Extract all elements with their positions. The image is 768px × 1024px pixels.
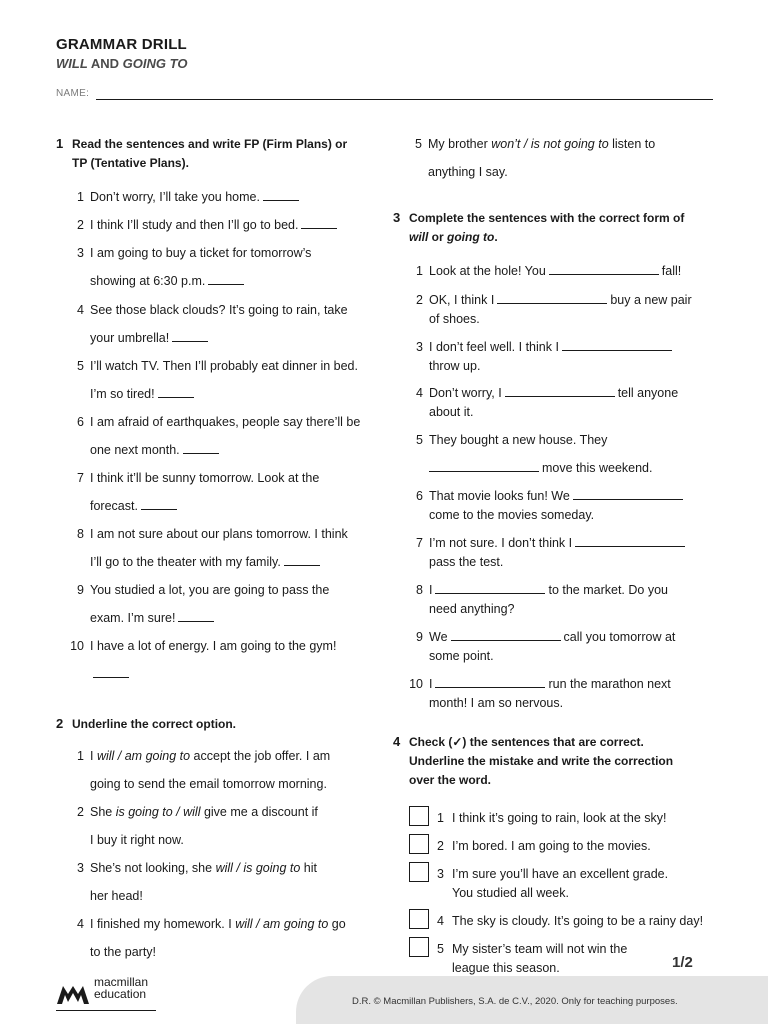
- item-text: go: [328, 917, 346, 931]
- item-text-line1: [428, 130, 655, 158]
- item-number: 8: [416, 583, 423, 597]
- section-4-item: [432, 865, 732, 905]
- section-1-item: [70, 464, 390, 520]
- answer-blank[interactable]: [158, 396, 194, 398]
- section-4-number: 4: [393, 734, 401, 749]
- section-2-number: 2: [56, 716, 64, 731]
- item-text: exam. I’m sure!: [90, 611, 176, 625]
- item-number: 2: [77, 218, 84, 232]
- section-3-item: [409, 384, 729, 424]
- answer-blank[interactable]: [208, 283, 244, 285]
- item-text: pass the test.: [429, 555, 504, 569]
- item-text-line2: [90, 770, 327, 798]
- section-2-item: [70, 854, 390, 910]
- item-text: of shoes.: [429, 312, 480, 326]
- item-text-line2: [90, 604, 217, 632]
- item-text: My sister’s team will not win the: [452, 942, 628, 956]
- item-number: 1: [77, 749, 84, 763]
- subtitle-and: AND: [87, 56, 123, 71]
- section-3-instruction-line1: Complete the sentences with the correct form of: [409, 211, 685, 225]
- answer-blank[interactable]: [505, 395, 615, 397]
- item-text: Look at the hole! You: [429, 264, 546, 278]
- item-number: 10: [409, 677, 423, 691]
- section-3-item: [409, 338, 729, 378]
- item-text-line2: [90, 660, 132, 688]
- s3-going-to: going to: [447, 230, 495, 244]
- item-text: showing at 6:30 p.m.: [90, 274, 206, 288]
- item-text: I have a lot of energy. I am going to the gym!: [90, 639, 337, 653]
- section-3-item: [409, 675, 729, 715]
- section-1-number: 1: [56, 136, 64, 151]
- item-text: some point.: [429, 649, 494, 663]
- item-number: 4: [77, 303, 84, 317]
- item-text: to the party!: [90, 945, 157, 959]
- item-number: 7: [416, 536, 423, 550]
- item-text: My brother: [428, 137, 492, 151]
- section-3-item: [409, 431, 729, 475]
- item-text: I think it’s going to rain, look at the sky!: [452, 811, 667, 825]
- item-text: accept the job offer. I am: [190, 749, 331, 763]
- section-4-instruction-line3: over the word.: [409, 773, 492, 787]
- item-text-line1: [429, 628, 675, 647]
- item-text: your umbrella!: [90, 331, 170, 345]
- item-text-line2: [429, 459, 652, 478]
- section-2-item: [70, 910, 390, 966]
- name-line[interactable]: [96, 99, 713, 100]
- section-4-instruction: [409, 733, 673, 790]
- item-text: I’ll watch TV. Then I’ll probably eat dinner in bed.: [90, 359, 358, 373]
- answer-blank[interactable]: [497, 302, 607, 304]
- item-text-line1: [90, 798, 318, 826]
- section-1-item: [70, 296, 390, 352]
- item-text-line1: [452, 940, 627, 959]
- s3-or: or: [428, 230, 448, 244]
- item-text-line2: [452, 884, 569, 903]
- item-text-line1: [90, 632, 336, 660]
- item-text: I am not sure about our plans tomorrow. I think: [90, 527, 348, 541]
- item-number: 4: [437, 914, 444, 928]
- item-text: They bought a new house. They: [429, 433, 608, 447]
- item-text: You studied all week.: [452, 886, 569, 900]
- item-text: need anything?: [429, 602, 515, 616]
- item-text: to the market. Do you: [548, 583, 668, 597]
- checkbox[interactable]: [409, 909, 429, 929]
- answer-blank[interactable]: [435, 592, 545, 594]
- subtitle-going-to: GOING TO: [122, 56, 188, 71]
- item-number: 8: [77, 527, 84, 541]
- item-number: 4: [416, 386, 423, 400]
- item-text: forecast.: [90, 499, 138, 513]
- section-3-instruction-line2: [409, 228, 684, 247]
- item-number: 2: [416, 293, 423, 307]
- item-text-line1: [429, 262, 681, 281]
- item-number: 5: [437, 942, 444, 956]
- answer-blank[interactable]: [93, 676, 129, 678]
- item-text: We: [429, 630, 448, 644]
- section-3-item: [409, 534, 729, 574]
- option-choice[interactable]: will / am going to: [96, 749, 191, 763]
- name-field[interactable]: [56, 87, 713, 101]
- item-text: That movie looks fun! We: [429, 489, 570, 503]
- item-text-line2: [429, 647, 494, 666]
- subtitle-will: WILL: [56, 56, 88, 71]
- item-text-line2: [90, 826, 184, 854]
- item-text: You studied a lot, you are going to pass the: [90, 583, 330, 597]
- section-1-item: [70, 632, 390, 688]
- item-text: I’m so tired!: [90, 387, 155, 401]
- item-text: I: [429, 583, 433, 597]
- section-2-item: [70, 798, 390, 854]
- check-mark-icon: ✓: [452, 735, 463, 749]
- item-number: 5: [416, 433, 423, 447]
- section-1-instruction-line2: TP (Tentative Plans).: [72, 156, 189, 170]
- item-text: I: [90, 749, 97, 763]
- logo-underline: [56, 1010, 156, 1011]
- item-text-line1: [90, 352, 358, 380]
- section-1-instruction: [72, 135, 347, 173]
- item-text-line1: [90, 408, 360, 436]
- item-text: I’m bored. I am going to the movies.: [452, 839, 651, 853]
- logo-line1: macmillan: [94, 975, 149, 989]
- item-number: 1: [77, 190, 84, 204]
- section-3-item: [409, 487, 729, 527]
- answer-blank[interactable]: [451, 639, 561, 641]
- item-text: She’s not looking, she: [90, 861, 216, 875]
- section-1-item: [70, 408, 390, 464]
- section-3-number: 3: [393, 210, 401, 225]
- item-text-line1: [90, 742, 330, 770]
- item-text: call you tomorrow at: [563, 630, 676, 644]
- item-number: 9: [77, 583, 84, 597]
- section-3-item: [409, 628, 729, 668]
- s3-will: will: [409, 230, 429, 244]
- item-text-line2: [90, 938, 156, 966]
- section-3-item: [409, 581, 729, 621]
- item-text: I think it’ll be sunny tomorrow. Look at the: [90, 471, 320, 485]
- item-number: 6: [77, 415, 84, 429]
- section-1-item: [70, 352, 390, 408]
- answer-blank[interactable]: [435, 686, 545, 688]
- item-text-line2: [90, 267, 247, 295]
- item-number: 5: [415, 137, 422, 151]
- item-text-line1: [429, 384, 678, 403]
- item-text: hit: [300, 861, 318, 875]
- item-text-line1: [90, 464, 319, 492]
- item-text-line1: [452, 865, 668, 884]
- item-text-line2: [428, 158, 508, 186]
- item-text: I think I’ll study and then I’ll go to bed.: [90, 218, 299, 232]
- checkbox[interactable]: [409, 806, 429, 826]
- item-text: I finished my homework. I: [90, 917, 236, 931]
- item-text: come to the movies someday.: [429, 508, 595, 522]
- item-text-line2: [90, 492, 180, 520]
- checkbox[interactable]: [409, 862, 429, 882]
- section-2-item: [70, 742, 390, 798]
- item-text-line2: [90, 324, 211, 352]
- item-text-line1: [452, 837, 651, 856]
- item-text: about it.: [429, 405, 474, 419]
- macmillan-logo: [56, 976, 166, 1010]
- answer-blank[interactable]: [284, 564, 320, 566]
- answer-blank[interactable]: [172, 340, 208, 342]
- item-number: 10: [70, 639, 84, 653]
- item-text: tell anyone: [617, 386, 679, 400]
- item-number: 9: [416, 630, 423, 644]
- item-text-line2: [429, 600, 515, 619]
- item-text: I’ll go to the theater with my family.: [90, 555, 281, 569]
- answer-blank[interactable]: [573, 498, 683, 500]
- answer-blank[interactable]: [178, 620, 214, 622]
- logo-line2: education: [94, 987, 147, 1001]
- answer-blank[interactable]: [141, 508, 177, 510]
- item-text: going to send the email tomorrow morning.: [90, 777, 327, 791]
- item-text-line1: [452, 912, 703, 931]
- item-text: Don’t worry, I: [429, 386, 502, 400]
- item-number: 7: [77, 471, 84, 485]
- item-text: move this weekend.: [542, 461, 653, 475]
- item-number: 3: [77, 246, 84, 260]
- item-number: 1: [416, 264, 423, 278]
- item-text: anything I say.: [428, 165, 508, 179]
- macmillan-logo-icon: [56, 980, 90, 1006]
- item-text: The sky is cloudy. It’s going to be a rainy day!: [452, 914, 704, 928]
- item-text-line1: [429, 534, 688, 553]
- checkbox[interactable]: [409, 834, 429, 854]
- section-2-item: [408, 130, 728, 186]
- item-text-line1: [90, 183, 302, 211]
- item-text-line2: [90, 380, 197, 408]
- item-text-line2: [429, 403, 473, 422]
- item-text-line1: [429, 581, 668, 600]
- item-text-line1: [429, 675, 671, 694]
- answer-blank[interactable]: [301, 227, 337, 229]
- item-number: 3: [437, 867, 444, 881]
- item-text: She: [90, 805, 116, 819]
- answer-blank[interactable]: [562, 349, 672, 351]
- item-text: OK, I think I: [429, 293, 495, 307]
- item-text: Don’t worry, I’ll take you home.: [90, 190, 260, 204]
- item-text: I buy it right now.: [90, 833, 184, 847]
- item-text: I’m sure you’ll have an excellent grade.: [452, 867, 669, 881]
- item-text-line1: [429, 338, 675, 357]
- s4-check-a: Check (: [409, 735, 453, 749]
- name-label: NAME:: [56, 88, 90, 99]
- answer-blank[interactable]: [183, 452, 219, 454]
- item-text-line2: [429, 506, 594, 525]
- section-3-instruction: [409, 209, 684, 247]
- item-text-line2: [429, 357, 480, 376]
- item-text: month! I am so nervous.: [429, 696, 564, 710]
- s4-check-b: ) the sentences that are correct.: [462, 735, 644, 749]
- worksheet-title: GRAMMAR DRILL: [56, 36, 187, 53]
- item-text-line2: [90, 882, 143, 910]
- item-number: 5: [77, 359, 84, 373]
- item-number: 1: [437, 811, 444, 825]
- option-choice[interactable]: will / is going to: [215, 861, 301, 875]
- item-text: listen to: [608, 137, 656, 151]
- item-text: See those black clouds? It’s going to rain, take: [90, 303, 348, 317]
- copyright-text: D.R. © Macmillan Publishers, S.A. de C.V., 2020. Only for teaching purposes.: [352, 996, 678, 1007]
- answer-blank[interactable]: [263, 199, 299, 201]
- item-text-line1: [90, 576, 329, 604]
- item-number: 2: [437, 839, 444, 853]
- section-4-instruction-line2: Underline the mistake and write the correction: [409, 754, 674, 768]
- section-1-item: [70, 239, 390, 295]
- section-4-instruction-line1: [409, 733, 673, 752]
- item-text: I: [429, 677, 433, 691]
- item-number: 6: [416, 489, 423, 503]
- answer-blank[interactable]: [549, 273, 659, 275]
- item-text-line1: [429, 431, 607, 450]
- section-1-item: [70, 576, 390, 632]
- item-text-line1: [452, 809, 666, 828]
- item-text: league this season.: [452, 961, 560, 975]
- item-text-line2: [90, 548, 323, 576]
- item-text-line1: [90, 520, 348, 548]
- item-number: 3: [416, 340, 423, 354]
- item-text: throw up.: [429, 359, 481, 373]
- item-text-line2: [429, 694, 563, 713]
- item-text: I don’t feel well. I think I: [429, 340, 559, 354]
- item-text: one next month.: [90, 443, 180, 457]
- item-text: I am afraid of earthquakes, people say there’ll be: [90, 415, 361, 429]
- s3-end: .: [494, 230, 498, 244]
- item-text-line1: [429, 291, 692, 310]
- item-text: her head!: [90, 889, 143, 903]
- page-number: 1/2: [672, 954, 693, 971]
- item-number: 2: [77, 805, 84, 819]
- answer-blank[interactable]: [575, 545, 685, 547]
- item-text: run the marathon next: [548, 677, 671, 691]
- item-text: give me a discount if: [200, 805, 318, 819]
- item-number: 3: [77, 861, 84, 875]
- answer-blank[interactable]: [429, 470, 539, 472]
- checkbox[interactable]: [409, 937, 429, 957]
- section-2-instruction: Underline the correct option.: [72, 717, 237, 731]
- item-text: fall!: [661, 264, 682, 278]
- item-text: I’m not sure. I don’t think I: [429, 536, 573, 550]
- option-choice[interactable]: is going to / will: [115, 805, 201, 819]
- item-text-line2: [429, 553, 503, 572]
- worksheet-subtitle: [56, 56, 187, 71]
- option-choice[interactable]: won’t / is not going to: [491, 137, 609, 151]
- item-text: buy a new pair: [610, 293, 692, 307]
- item-text-line1: [90, 854, 317, 882]
- section-1-item: [70, 520, 390, 576]
- item-text-line1: [90, 211, 340, 239]
- logo-text: [94, 976, 148, 1000]
- option-choice[interactable]: will / am going to: [235, 917, 329, 931]
- item-text: I am going to buy a ticket for tomorrow’s: [90, 246, 312, 260]
- item-text-line1: [90, 910, 346, 938]
- item-text-line1: [429, 487, 686, 506]
- item-text-line2: [429, 310, 480, 329]
- item-text-line1: [90, 296, 348, 324]
- section-3-item: [409, 291, 729, 331]
- item-text-line1: [90, 239, 311, 267]
- section-1-instruction-line1: Read the sentences and write FP (Firm Plans) or: [72, 137, 348, 151]
- item-text-line2: [90, 436, 222, 464]
- item-number: 4: [77, 917, 84, 931]
